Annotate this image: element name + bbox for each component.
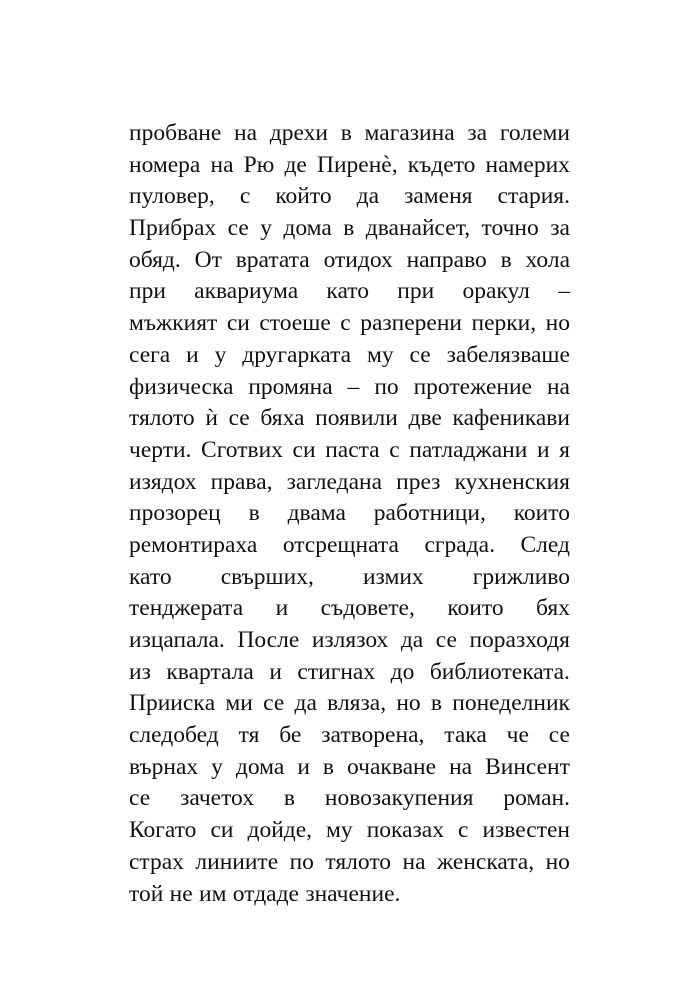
- word: Прибрах: [129, 215, 217, 242]
- word: той: [129, 880, 164, 907]
- word: Пиренѐ,: [316, 151, 398, 178]
- word: свърших,: [220, 563, 314, 590]
- word: очакване: [347, 753, 437, 780]
- word: в: [343, 215, 355, 242]
- word: номера: [129, 151, 201, 178]
- word: върнах: [129, 753, 199, 780]
- word: роман.: [503, 785, 570, 812]
- word: разперени: [360, 310, 462, 337]
- word: сграда.: [424, 531, 495, 558]
- word: тя: [238, 722, 260, 749]
- text-line: [129, 150, 570, 182]
- word: с: [239, 183, 251, 210]
- word: прозорец: [129, 500, 221, 527]
- word: работници,: [373, 500, 486, 527]
- word: се: [129, 785, 151, 812]
- word: Рю: [243, 151, 275, 178]
- word: стигнах: [297, 658, 376, 685]
- word: хола: [525, 246, 570, 273]
- word: изцапала.: [129, 627, 225, 653]
- word: След: [520, 531, 570, 558]
- word: се: [227, 215, 249, 242]
- word: Приискa: [129, 690, 216, 717]
- word: у: [211, 753, 223, 780]
- word: аквариума: [194, 278, 299, 305]
- word: излязох: [311, 627, 389, 653]
- word: но: [396, 690, 421, 717]
- word: бях: [536, 595, 570, 622]
- word: се: [548, 722, 570, 749]
- word: с: [389, 436, 400, 463]
- text-line: [129, 372, 570, 404]
- word: магазина: [364, 120, 455, 146]
- word: –: [347, 373, 360, 400]
- word: мъжкият: [129, 310, 218, 337]
- word: където: [407, 151, 476, 178]
- word: кафеникави: [452, 405, 570, 432]
- text-line: [129, 847, 570, 879]
- text-line: [129, 498, 570, 530]
- word: От: [194, 246, 222, 273]
- text-line: [129, 340, 570, 372]
- word: по: [374, 373, 399, 400]
- text-line: [129, 783, 570, 815]
- word: двама: [287, 500, 346, 527]
- word: се: [228, 405, 250, 432]
- word: и: [269, 658, 282, 685]
- word: патладжани: [409, 436, 528, 463]
- word: им: [199, 880, 227, 907]
- word: ѝ: [205, 405, 218, 432]
- word: другарката: [242, 341, 352, 368]
- word: през: [396, 468, 441, 495]
- word: следобед: [129, 722, 219, 749]
- word: кухненския: [454, 468, 570, 495]
- word: се: [409, 341, 431, 368]
- word: да: [356, 183, 380, 210]
- word: в: [283, 785, 295, 812]
- text-line: [129, 118, 570, 150]
- word: оракул: [462, 278, 530, 305]
- word: в: [248, 500, 260, 527]
- word: появили: [315, 405, 398, 432]
- word: паста: [325, 436, 380, 463]
- word: загледана: [286, 468, 383, 495]
- text-line: [129, 213, 570, 245]
- word: не: [169, 880, 193, 907]
- word: грижливо: [472, 563, 570, 590]
- text-line: [129, 752, 570, 784]
- word: тялото: [129, 405, 195, 432]
- word: тялото: [325, 848, 392, 875]
- word: при: [129, 278, 166, 305]
- word: съдовете,: [320, 595, 415, 622]
- word: понеделник: [452, 690, 570, 717]
- word: като: [326, 278, 370, 305]
- word: Винсент: [485, 753, 570, 780]
- word: по: [289, 848, 314, 875]
- word: който: [275, 183, 332, 210]
- text-line: [129, 593, 570, 625]
- word: но: [545, 848, 570, 875]
- word: физическа: [129, 373, 234, 400]
- word: дванайсет,: [365, 215, 471, 242]
- word: пробване: [129, 120, 222, 146]
- word: права,: [210, 468, 273, 495]
- text-line: [129, 720, 570, 752]
- word: отдаде: [232, 880, 299, 907]
- word: стария.: [497, 183, 570, 210]
- word: обяд.: [129, 246, 181, 273]
- text-line: [129, 688, 570, 720]
- word: с: [458, 817, 469, 844]
- word: намерих: [485, 151, 570, 178]
- word: се: [435, 627, 457, 653]
- word: на: [210, 151, 234, 178]
- word: и: [186, 341, 199, 368]
- word: но: [545, 310, 570, 337]
- word: големи: [499, 120, 570, 146]
- word: перки,: [471, 310, 537, 337]
- word: като: [129, 563, 172, 590]
- word: и: [536, 436, 550, 463]
- word: си: [226, 310, 250, 337]
- word: протежение: [413, 373, 532, 400]
- word: у: [260, 215, 272, 242]
- word: страх: [129, 848, 184, 875]
- word: известен: [482, 817, 570, 844]
- word: дома: [283, 215, 332, 242]
- word: пуловер,: [129, 183, 215, 210]
- word: на: [402, 848, 426, 875]
- word: си: [292, 436, 316, 463]
- word: бе: [279, 722, 302, 749]
- word: бяха: [260, 405, 305, 432]
- word: до: [390, 658, 415, 685]
- text-line: [129, 625, 570, 657]
- word: при: [397, 278, 435, 305]
- word: за: [467, 120, 488, 146]
- word: поразходя: [469, 627, 570, 653]
- word: показах: [366, 817, 444, 844]
- word: на: [546, 373, 570, 400]
- word: тенджерата: [129, 595, 244, 622]
- text-line: [129, 530, 570, 562]
- word: промяна: [248, 373, 333, 400]
- word: ремонтираха: [129, 531, 258, 558]
- word: на: [449, 753, 473, 780]
- word: в: [322, 753, 335, 780]
- word: дойде,: [247, 817, 313, 844]
- word: му: [367, 341, 394, 368]
- word: в: [340, 120, 352, 146]
- word: После: [237, 627, 300, 653]
- text-line: [129, 879, 570, 911]
- word: из: [129, 658, 151, 685]
- word: на: [234, 120, 258, 146]
- word: библиотеката.: [429, 658, 570, 685]
- word: направо: [406, 246, 487, 273]
- word: де: [284, 151, 307, 178]
- text-line: [129, 181, 570, 213]
- word: в: [500, 246, 512, 273]
- text-line: [129, 245, 570, 277]
- word: ми: [225, 690, 253, 717]
- word: отсрещната: [282, 531, 399, 558]
- word: женската,: [437, 848, 535, 875]
- word: значение.: [305, 880, 401, 907]
- word: зачетох: [180, 785, 254, 812]
- body-text: [129, 118, 570, 910]
- word: Сготвих: [201, 436, 283, 463]
- word: и: [275, 595, 289, 622]
- word: дрехи: [269, 120, 328, 146]
- word: затворена,: [321, 722, 425, 749]
- word: с: [340, 310, 351, 337]
- word: новозакупения: [324, 785, 474, 812]
- word: и: [297, 753, 310, 780]
- word: я: [559, 436, 570, 463]
- word: черти.: [129, 436, 192, 463]
- word: стоеше: [259, 310, 331, 337]
- word: забелязваше: [446, 341, 570, 368]
- text-line: [129, 657, 570, 689]
- word: квартала: [166, 658, 254, 685]
- word: се: [263, 690, 285, 717]
- word: вратата: [235, 246, 310, 273]
- word: Когато: [129, 817, 197, 844]
- word: така: [444, 722, 487, 749]
- word: му: [326, 817, 353, 844]
- word: че: [506, 722, 529, 749]
- word: вляза,: [327, 690, 387, 717]
- word: заменя: [404, 183, 473, 210]
- text-line: [129, 403, 570, 435]
- word: да: [294, 690, 317, 717]
- text-line: [129, 562, 570, 594]
- text-line: [129, 467, 570, 499]
- word: дома: [235, 753, 285, 780]
- word: които: [447, 595, 504, 622]
- word: си: [210, 817, 234, 844]
- word: измих: [362, 563, 424, 590]
- text-line: [129, 435, 570, 467]
- word: отидох: [323, 246, 393, 273]
- text-line: [129, 815, 570, 847]
- word: сега: [129, 341, 171, 368]
- text-line: [129, 276, 570, 308]
- word: в: [430, 690, 443, 717]
- word: да: [400, 627, 424, 653]
- word: две: [408, 405, 442, 432]
- word: изядох: [129, 468, 197, 495]
- text-line: [129, 308, 570, 340]
- word: –: [558, 278, 570, 305]
- word: точно: [481, 215, 539, 242]
- word: които: [513, 500, 570, 527]
- word: линиите: [195, 848, 279, 875]
- word: у: [214, 341, 227, 368]
- word: за: [550, 215, 570, 242]
